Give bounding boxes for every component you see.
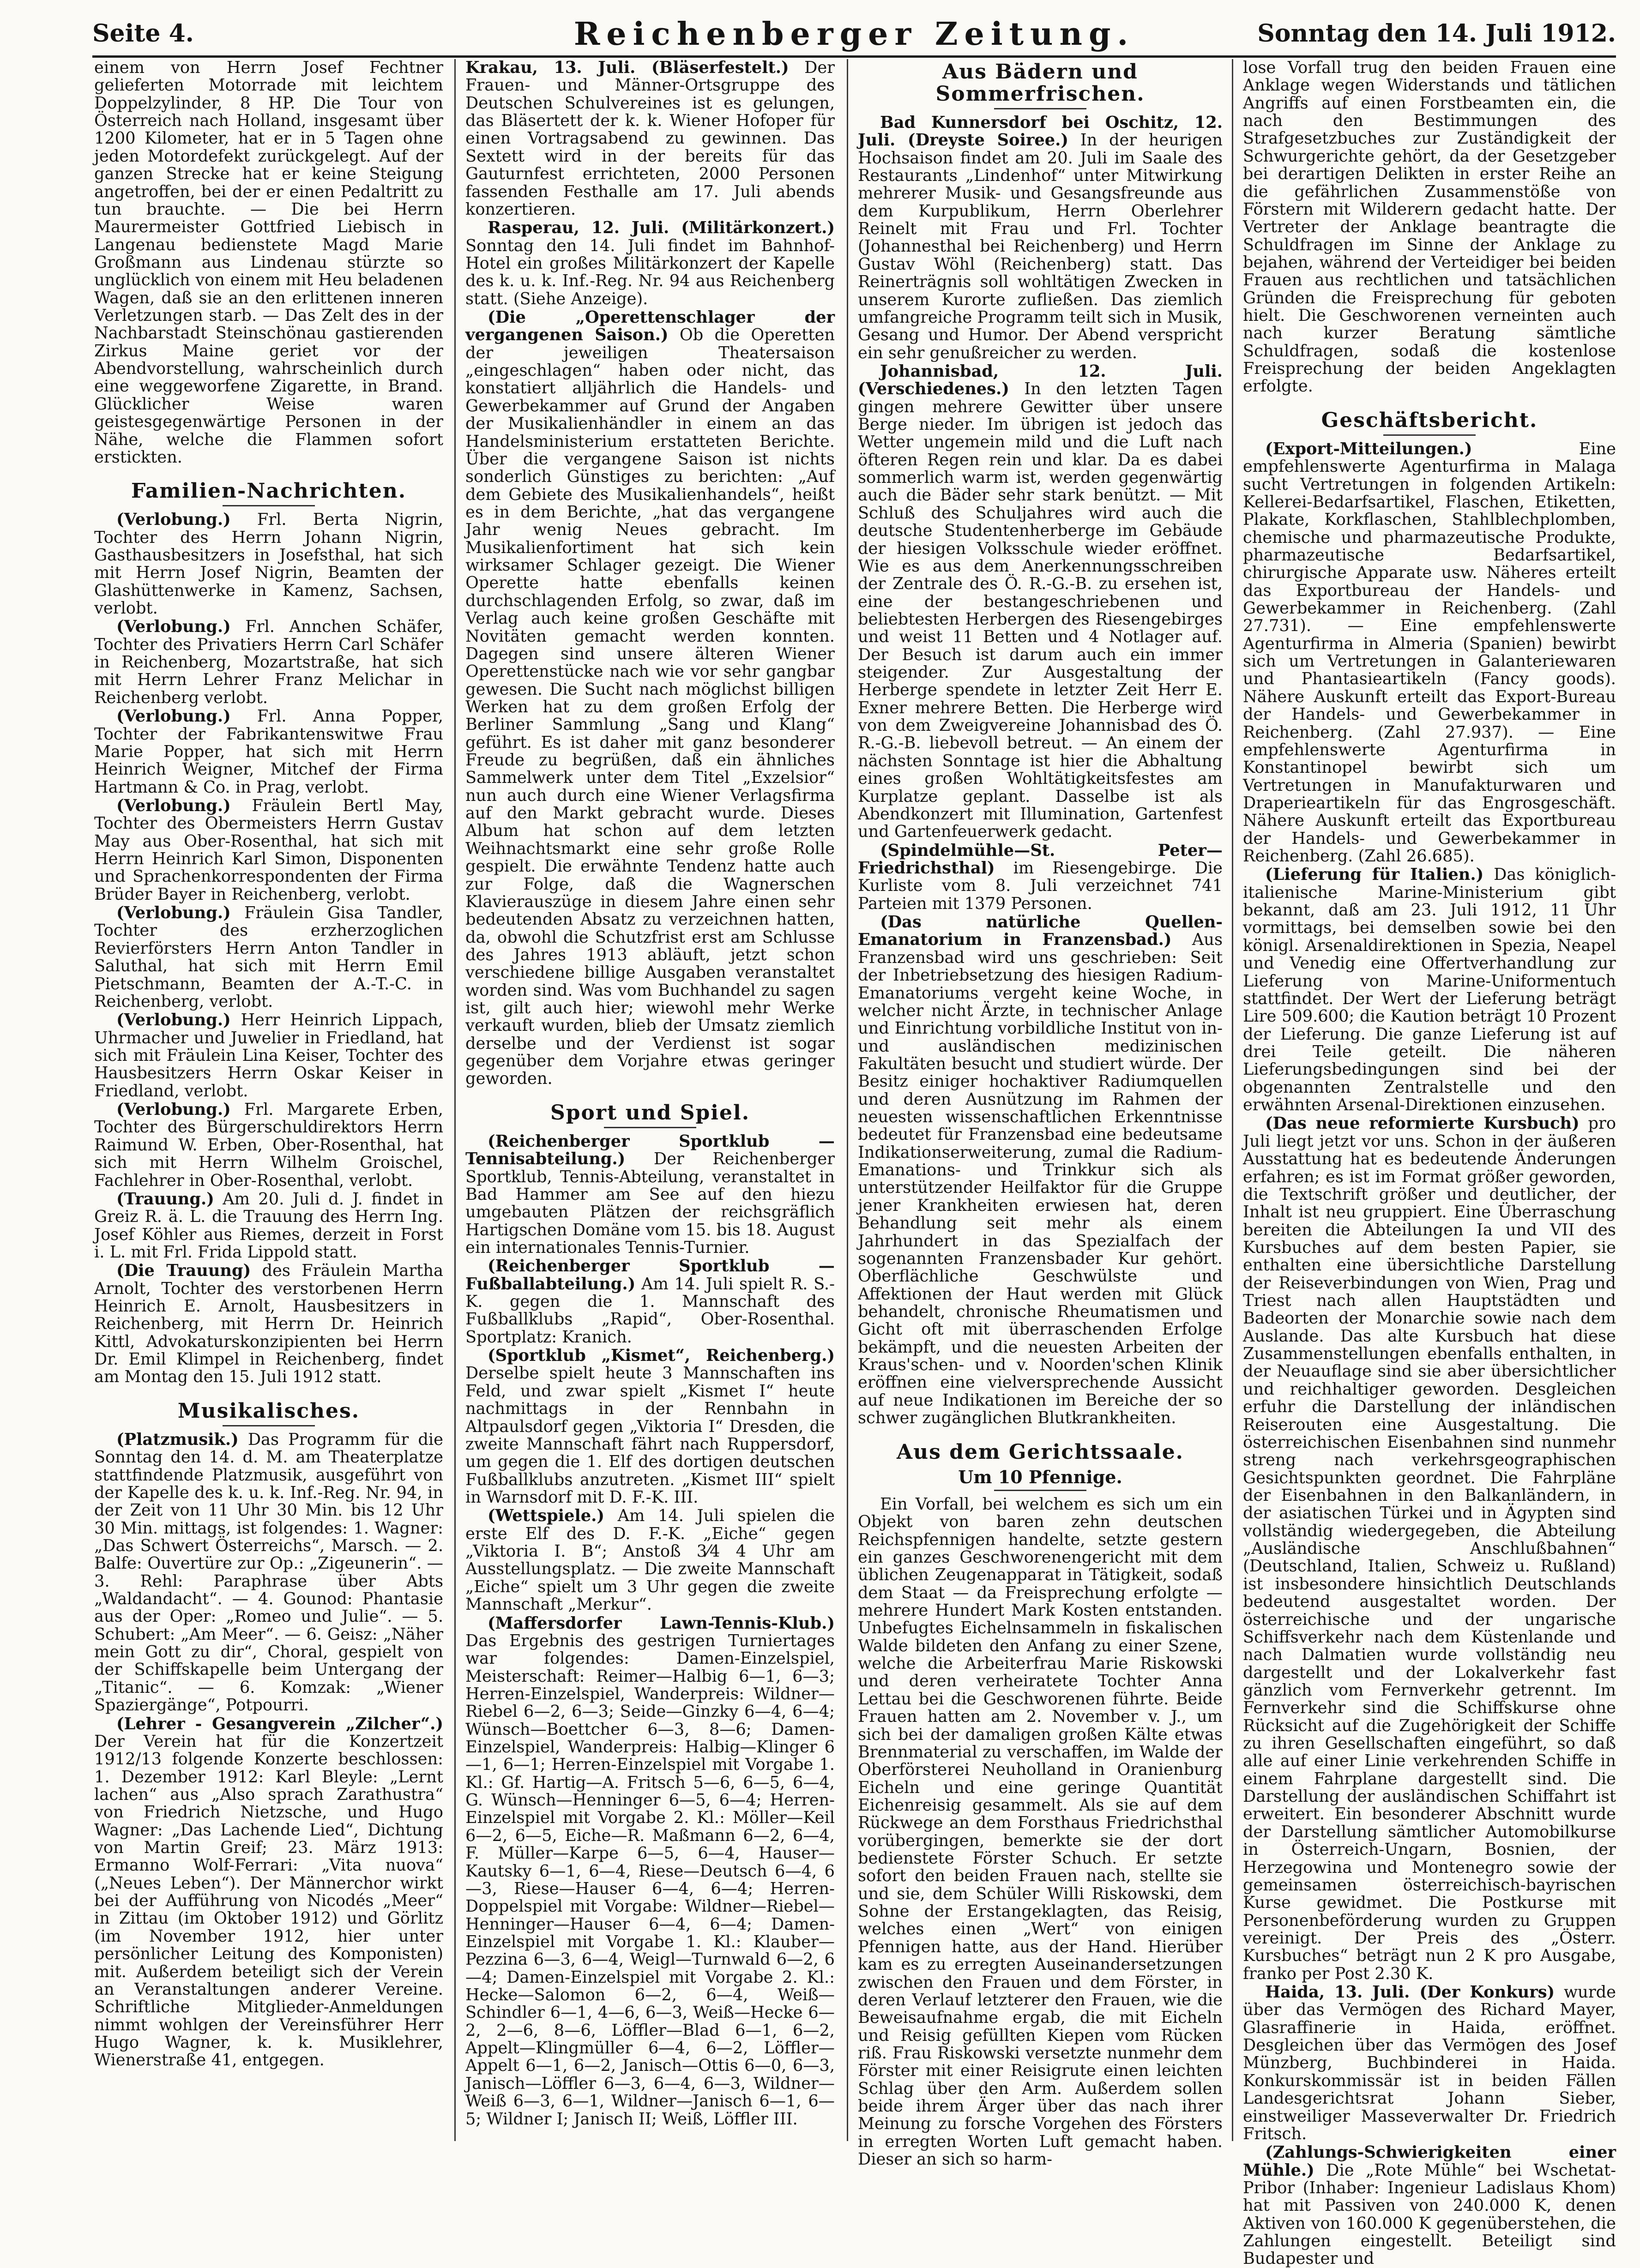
column-3 [858, 59, 1223, 2169]
notice-item [94, 708, 443, 796]
article-item [1243, 2144, 1616, 2268]
article-heading: (Lehrer - Gesangverein „Zilcher“.) [116, 1714, 443, 1733]
section-heading-family: Familien-Nachrichten. [131, 479, 407, 503]
section-heading-baths: Aus Bädern und Sommerfrischen. [935, 60, 1145, 106]
column-1 [94, 59, 443, 2141]
article-heading: (Lieferung für Italien.) [1265, 865, 1484, 884]
article-heading: (Sportklub „Kismet“, Reichenberg.) [488, 1346, 835, 1366]
issue-date: Sonntag den 14. Juli 1912. [1257, 19, 1616, 48]
article-heading: Rasperau, 12. Juli. (Militärkonzert.) [488, 218, 835, 238]
article-text: pro Juli liegt jetzt vor uns. Schon in der äußeren Ausstattung hat es bedeutende Änderungen erfahren; es ist im Format größer geworden, die Textschrift größer und deutlicher, der Inhalt ist neu gruppiert. Eine Überraschung bereiten die Abteilungen Ia und VII des Kursbuches auf dem besten Papier, sie enthalten eine übersichtliche Darstellung der Reiseverbindungen von Wien, Prag und Triest nach allen Hauptstädten und Badeorten der Monarchie sowie nach dem Auslande. Das alte Kursbuch hat diese Zusammenstellungen ebenfalls enthalten, in der Neuauflage sind sie aber übersichtlicher und reichhaltiger geworden. Desgleichen erfuhr die Darstellung der inländischen Reiserouten eine Ausgestaltung. Die österreichischen Eisenbahnen sind nunmehr streng nach verkehrsgeographischen Gesichtspunkten geordnet. Die Fahrpläne der Eisenbahnen in den Balkanländern, in der asiatischen Türkei und in Ägypten sind vollständig wiedergegeben, die Abteilung „Ausländische Anschlußbahnen“ (Deutschland, Italien, Schweiz u. Rußland) ist insbesondere hinsichtlich Deutschlands bedeutend ausgestaltet worden. Der österreichische und der ungarische Schiffsverkehr nach dem Küstenlande und nach Dalmatien wurde vollständig neu dargestellt und der Lokalverkehr fast gänzlich vom Fernverkehr getrennt. Im Fernverkehr sind die Schiffskurse ohne Rücksicht auf die Zugehörigkeit der Schiffe zu ihren Gesellschaften eingeführt, so daß alle auf einer Linie verkehrenden Schiffe in einem Fahrplane dargestellt sind. Die Darstellung der ausländischen Schiffahrt ist erweitert. Ein besonderer Abschnitt wurde der Darstellung sämtlicher Automobilkurse in Österreich-Ungarn, Bosnien, der Herzegowina und Montenegro sowie der gemeinsamen österreichisch-bayrischen Kurse gewidmet. Die Postkurse mit Personenbeförderung wurden zu Gruppen vereinigt. Der Preis des „Österr. Kursbuches“ beträgt nun 2 K pro Ausgabe, franko per Post 2.30 K. [1243, 1114, 1616, 1983]
section-rule [604, 1127, 696, 1128]
article-item [94, 1431, 443, 1715]
section-rule [994, 108, 1086, 109]
article-item [465, 1133, 835, 1257]
section-rule [1383, 434, 1476, 436]
article-text: Die „Rote Mühle“ bei Wschetat-Pribor (Inhaber: Ingenieur Ladislaus Khom) hat mit Passiven von 240.000 K, denen Aktiven von 160.000 K gegenüberstehen, die Zahlungen eingestellt. Beteiligt sind Budapester und [1243, 2160, 1616, 2268]
masthead-rule [92, 55, 1616, 58]
notice-text: Frl. Berta Nigrin, Tochter des Herrn Johann Nigrin, Gasthausbesitzers in Josefsthal, hat sich mit Herrn Josef Nigrin, Beamten der Glashüttenwerke in Kamenz, Sachsen, verlobt. [94, 510, 444, 618]
article-heading: (Platzmusik.) [116, 1430, 239, 1449]
notice-text: Am 20. Juli d. J. findet in Greiz R. ä. L. die Trauung des Herrn Ing. Josef Köhler aus Riemes, derzeit in Forst i. L. mit Frl. Frida Lippold statt. [94, 1189, 443, 1262]
article-text: In der heurigen Hochsaison findet am 20. Juli im Saale des Restaurants „Lindenhof“ unter Mitwirkung mehrerer Musik- und Gesangsfreunde aus dem Kurpublikum, Herrn Oberlehrer Reinelt mit Frau und Frl. Tochter (Johannesthal bei Reichenberg) und Herrn Gustav Wöhl (Reichenberg) statt. Das Reinerträgnis soll wohltätigen Zwecken in unserem Kurorte zufließen. Das ziemlich umfangreiche Programm teilt sich in Musik, Gesang und Humor. Der Abend verspricht ein sehr genußreicher zu werden. [858, 131, 1223, 362]
article-text: Sonntag den 14. Juli findet im Bahnhof-Hotel ein großes Militärkonzert der Kapelle des k. u. k. Inf.-Reg. Nr. 94 aus Reichenberg statt. (Siehe Anzeige). [465, 236, 835, 308]
column-2 [465, 59, 835, 2141]
article-heading: (Reichenberger Sportklub — Tennisabteilung.) [465, 1131, 835, 1169]
article-item [465, 1507, 835, 1613]
article-item [94, 1715, 443, 2069]
article-text: wurde über das Vermögen des Richard Mayer, Glasraffinerie in Haida, eröffnet. Desgleichen über das Vermögen des Josef Münzberg, Buchbinderei in Haida. Konkurskommissär ist in beiden Fällen Landesgerichtsrat Johann Sieber, einstweiliger Masseverwalter Dr. Friedrich Fritsch. [1243, 1983, 1616, 2143]
article-item [1243, 1115, 1616, 1983]
section-heading-sport: Sport und Spiel. [550, 1101, 750, 1125]
article-item [858, 363, 1223, 841]
notice-text: Frl. Anna Popper, Tochter der Fabrikantenswitwe Frau Marie Popper, hat sich mit Herrn Heinrich Weigner, Mitchef der Firma Hartmann & Co. in Prag, verlobt. [94, 707, 443, 797]
notice-item [94, 511, 443, 617]
article-heading: (Reichenberger Sportklub — Fußballabteilung.) [465, 1257, 835, 1293]
notice-heading: (Die Trauung) [116, 1261, 251, 1281]
section-rule [994, 1490, 1086, 1491]
article-item [858, 114, 1223, 362]
article-item [1243, 866, 1616, 1114]
column-rule [847, 59, 848, 2141]
article-item [1243, 440, 1616, 866]
article-text: Das Programm für die Sonntag den 14. d. M. am Theaterplatze stattfindende Platzmusik, ausgeführt von der Kapelle des k. u. k. Inf.-Reg. Nr. 94, in der Zeit von 11 Uhr 30 Min. bis 12 Uhr 30 Min. mittags, ist folgendes: 1. Wagner: „Das Schwert Österreichs“, Marsch. — 2. Balfe: Ouvertüre zur Op.: „Zigeunerin“. — 3. Rehl: Paraphrase über Abts „Waldandacht“. — 4. Gounod: Phantasie aus der Oper: „Romeo und Julie“. — 5. Schubert: „Am Meer“. — 6. Geisz: „Näher mein Gott zu dir“, Choral, gespielt von der Schiffskapelle beim Untergang der „Titanic“. — 6. Komzak: „Wiener Spaziergänge“, Potpourri. [94, 1430, 443, 1715]
notice-heading: (Verlobung.) [116, 903, 231, 923]
article-heading: (Das natürliche Quellen-Emanatorium in Franzensbad.) [858, 913, 1223, 950]
article-text: Derselbe spielt heute 3 Mannschaften ins Feld, und zwar spielt „Kismet I“ heute nachmittags in der Rennbahn in Altpaulsdorf gegen „Viktoria I“ Dresden, die zweite Mannschaft fährt nach Ruppersdorf, um gegen die 1. Elf des dortigen deutschen Fußballklubs anzutreten. „Kismet III“ spielt in Warnsdorf mit D. F.-K. III. [465, 1364, 835, 1507]
article-item [465, 1347, 835, 1506]
article-item [1243, 1984, 1616, 2143]
notice-text: Herr Heinrich Lippach, Uhrmacher und Juwelier in Friedland, hat sich mit Fräulein Lina Keiser, Tochter des Hausbesitzers Herrn Oskar Keiser in Friedland, verlobt. [94, 1011, 443, 1101]
section-heading-music: Musikalisches. [177, 1399, 360, 1423]
article-heading: (Die „Operettenschlager der vergangenen Saison.) [465, 308, 835, 345]
article-title: Um 10 Pfennige. [958, 1467, 1122, 1488]
article-text: Eine empfehlenswerte Agenturfirma in Malaga sucht Vertretungen in folgenden Artikeln: Kellerei-Bedarfsartikel, Flaschen, Etiketten, Plakate, Korkflaschen, Stahlblechplomben, chemische und pharmazeutische Produkte, pharmazeutische Bedarfsartikel, chirurgische Apparate usw. Näheres erteilt das Exportbureau der Handels- und Gewerbekammer in Reichenberg. (Zahl 27.731). — Eine empfehlenswerte Agenturfirma in Almeria (Spanien) bewirbt sich um Vertretungen in Galanteriewaren und Phantasieartikeln (Fancy goods). Nähere Auskunft erteilt das Export-Bureau der Handels- und Gewerbekammer in Reichenberg. (Zahl 27.937). — Eine empfehlenswerte Agenturfirma in Konstantinopel bewirbt sich um Vertretungen in Manufakturwaren und Draperieartikeln für das Engrosgeschäft. Nähere Auskunft erteilt das Exportbureau der Handels- und Gewerbekammer in Reichenberg. (Zahl 26.685). [1243, 439, 1616, 866]
article-item [858, 842, 1223, 913]
column-rule [1232, 59, 1233, 2141]
article-text: Der Verein hat für die Konzertzeit 1912/13 folgende Konzerte beschlossen: 1. Dezember 1912: Karl Bleyle: „Lernt lachen“ aus „Also sprach Zarathustra“ von Friedrich Nietzsche, und Hugo Wagner: „Das Lachende Lied“, Dichtung von Martin Greif; 23. März 1913: Ermanno Wolf-Ferrari: „Vita nuova“ („Neues Leben“). Der Männerchor wirkt bei der Aufführung von Nicodés „Meer“ in Zittau (im Oktober 1912) und Görlitz (im November 1912, hier unter persönlicher Leitung des Komponisten) mit. Außerdem beteiligt sich der Verein an Veranstaltungen anderer Vereine. Schriftliche Mitglieder-Anmeldungen nimmt wohlgen der Vereinsführer Herr Hugo Wagner, k. k. Musiklehrer, Wienerstraße 41, entgegen. [94, 1732, 443, 2070]
article-heading: Bad Kunnersdorf bei Oschitz, 12. Juli. (Dreyste Soiree.) [858, 113, 1223, 150]
article-item [465, 219, 835, 308]
article-item [465, 1257, 835, 1346]
article-continuation: lose Vorfall trug den beiden Frauen eine Anklage wegen Widerstands und tätlichen Angriffs auf einen Forstbeamten ein, die nach den Bestimmungen des Strafgesetzbuches zur Zuständigkeit der Schwurgerichte gehört, da der Gesetzgeber bei derartigen Delikten in erster Reihe an die gefährlichen Zusammenstöße von Förstern mit Wilderern gedacht hatte. Der Vertreter der Anklage beantragte die Schuldfragen im Sinne der Anklage zu bejahen, während der Verteidiger bei beiden Frauen aus rechtlichen und tatsächlichen Gründen die Freisprechung für geboten hielt. Die Geschworenen verneinten auch nach kurzer Beratung sämtliche Schuldfragen, sodaß die kostenlose Freisprechung der beiden Angeklagten erfolgte. [1243, 58, 1616, 396]
column-4 [1243, 58, 1616, 2268]
newspaper-title: Reichenberger Zeitung. [573, 16, 1135, 53]
notice-text: des Fräulein Martha Arnolt, Tochter des verstorbenen Herrn Heinrich E. Arnolt, Hausbesitzers in Reichenberg, mit Herrn Dr. Heinrich Kittl, Advokaturskonzipienten bei Herrn Dr. Emil Klimpel in Reichenberg, findet am Montag den 15. Juli 1912 statt. [94, 1261, 443, 1387]
notice-item [94, 1191, 443, 1261]
article-text: Der Reichenberger Sportklub, Tennis-Abteilung, veranstaltet in Bad Hammer am See auf den hiezu umgebauten Plätzen der reichsgräflich Hartigschen Domäne vom 15. bis 18. August ein internationales Tennis-Turnier. [465, 1149, 835, 1257]
article-item [465, 1615, 835, 2128]
article-heading: (Export-Mitteilungen.) [1265, 439, 1472, 458]
article-text: Der Frauen- und Männer-Ortsgruppe des Deutschen Schulvereines ist es gelungen, das Bläsertett der k. k. Wiener Hofoper für einen Vortragsabend zu gewinnen. Das Sextett wird in der bereits für das Gauturnfest errichteten, 2000 Personen fassenden Festhalle am 17. Juli abends konzertieren. [465, 58, 835, 219]
article-text: Das Ergebnis des gestrigen Turniertages war folgendes: Damen-Einzelspiel, Meisterschaft: Reimer—Halbig 6—1, 6—3; Herren-Einzelspiel, Wanderpreis: Wildner—Riebel 6—2, 6—3; Seide—Ginzky 6—4, 6—4; Wünsch—Boettcher 6—3, 8—6; Damen-Einzelspiel, Wanderpreis: Halbig—Klinger 6—1, 6—1; Herren-Einzelspiel mit Vorgabe 1. Kl.: Gf. Hartig—A. Fritsch 5—6, 6—5, 6—4, G. Wünsch—Henninger 6—5, 6—4; Herren-Einzelspiel mit Vorgabe 2. Kl.: Möller—Keil 6—2, 6—5, Eiche—R. Maßmann 6—2, 6—4, F. Müller—Karpe 6—5, 6—4, Hauser—Kautsky 6—1, 6—4, Riese—Deutsch 6—4, 6—3, Riese—Hauser 6—4, 6—4; Herren-Doppelspiel mit Vorgabe: Wildner—Riebel—Henninger—Hauser 6—4, 6—4; Damen-Einzelspiel mit Vorgabe 1. Kl.: Klauber—Pezzina 6—3, 6—4, Weigl—Turnwald 6—2, 6—4; Damen-Einzelspiel mit Vorgabe 2. Kl.: Hecke—Salomon 6—2, 6—4, Weiß—Schindler 6—1, 4—6, 6—3, Weiß—Hecke 6—2, 2—6, 8—6, Löffler—Blad 6—1, 6—2, Appelt—Klingmüller 6—4, 6—2, Löffler—Appelt 6—1, 6—2, Janisch—Ottis 6—0, 6—3, Janisch—Löffler 6—3, 6—4, 6—3, Wildner—Weiß 6—3, 6—1, Wildner—Janisch 6—1, 6—5; Wildner I; Janisch II; Weiß, Löffler III. [465, 1631, 835, 2129]
article-continuation: einem von Herrn Josef Fechtner gelieferten Motorrade mit leichtem Doppelzylinder, 8 HP. Die Tour von Österreich nach Holland, insgesamt über 1200 Kilometer, hat er in 5 Tagen ohne jeden Motordefekt zurückgelegt. Auf der ganzen Strecke hat er keine Steigung angetroffen, bei der er einen Pedaltritt zu tun brauchte. — Die bei Herrn Maurermeister Gottfried Liebisch in Langenau bedienstete Magd Marie Großmann aus Lindenau stürzte so unglücklich von einem mit Heu beladenen Wagen, daß sie an den erlittenen inneren Verletzungen starb. — Das Zelt des in der Nachbarstadt Steinschönau gastierenden Zirkus Maine geriet vor der Abendvorstellung, wahrscheinlich durch eine weggeworfene Zigarette, in Brand. Glücklicher Weise waren geistesgegenwärtige Personen in der Nähe, welche die Flammen sofort erstickten. [94, 58, 443, 467]
notice-heading: (Verlobung.) [116, 707, 231, 726]
notice-item [94, 618, 443, 707]
notice-item [94, 797, 443, 903]
notice-text: Frl. Margarete Erben, Tochter des Bürgerschuldirektors Herrn Raimund W. Erben, Ober-Rosenthal, hat sich mit Herrn Wilhelm Groischel, Fachlehrer in Ober-Rosenthal, verlobt. [94, 1100, 443, 1190]
notice-heading: (Trauung.) [116, 1189, 214, 1209]
article-heading: (Spindelmühle—St. Peter—Friedrichsthal) [858, 841, 1223, 878]
article-item [465, 309, 835, 1088]
notice-text: Frl. Annchen Schäfer, Tochter des Privatiers Herrn Carl Schäfer in Reichenberg, Mozartstraße, hat sich mit Herrn Lehrer Franz Melichar in Reichenberg verlobt. [94, 617, 444, 707]
article-text: im Riesengebirge. Die Kurliste vom 8. Juli verzeichnet 741 Parteien mit 1379 Personen. [858, 859, 1223, 913]
section-rule [223, 505, 315, 506]
page-number: Seite 4. [92, 19, 194, 48]
notice-text: Fräulein Gisa Tandler, Tochter des erzherzoglichen Revierförsters Herrn Anton Tandler in Saluthal, hat sich mit Herrn Emil Pietschmann, Beamten der A.-T.-C. in Reichenberg, verlobt. [94, 903, 443, 1011]
article-heading: (Wettspiele.) [488, 1506, 605, 1526]
notice-heading: (Verlobung.) [116, 510, 231, 529]
notice-item [94, 1262, 443, 1386]
article-heading: Johannisbad, 12. Juli. (Verschiedenes.) [858, 361, 1223, 399]
section-rule [223, 1425, 315, 1426]
article-text: Ein Vorfall, bei welchem es sich um ein Objekt von baren zehn deutschen Reichspfennigen handelte, setzte gestern ein ganzes Geschworenengericht mit dem üblichen Zeugenapparat in Tätigkeit, sodaß dem Staat — da Freisprechung erfolgte — mehrere Hundert Mark Kosten entstanden. Unbefugtes Eichelnsammeln in fiskalischen Walde bildeten den Anfang zu einer Szene, welche die Arbeiterfrau Marie Riskowski und deren verheiratete Tochter Anna Lettau bei die Geschworenen führte. Beide Frauen hatten am 2. November v. J., um sich bei der damaligen großen Kälte etwas Brennmaterial zu verschaffen, im Walde der Oberförsterei Neuholland in Oranienburg Eicheln und eine geringe Quantität Eichenreisig gesammelt. Als sie auf dem Rückwege an dem Forsthaus Friedrichsthal vorübergingen, bemerkte sie der dort bedienstete Förster Schuch. Er setzte sofort den beiden Frauen nach, stellte sie und sie, dem Schüler Willi Riskowski, dem Sohne der Erstangeklagten, das Reisig, welches einen „Wert“ von einigen Pfennigen hatte, aus der Hand. Hierüber kam es zu erregten Auseinandersetzungen zwischen den Frauen und dem Förster, in deren Verlauf letzterer den Frauen, wie die Beweisaufnahme ergab, die mit Eicheln und Reisig gefüllten Kiepen vom Rücken riß. Frau Riskowski versetzte nunmehr dem Förster mit einer Reisigrute einen leichten Schlag über den Arm. Außerdem sollen beide ihrem Ärger über das nach ihrer Meinung zu forsche Vorgehen des Försters in erregten Worten Luft gemacht haben. Dieser an sich so harm- [858, 1494, 1223, 2169]
article-text: Am 14. Juli spielen die erste Elf des D. F.-K. „Eiche“ gegen „Viktoria I. B“; Anstoß 3⁄4 4 Uhr am Ausstellungsplatz. — Die zweite Mannschaft „Eiche“ spielt um 3 Uhr gegen die zweite Mannschaft „Merkur“. [465, 1506, 835, 1614]
notice-heading: (Verlobung.) [116, 617, 231, 637]
section-heading-business: Geschäftsbericht. [1321, 408, 1538, 432]
notice-text: Fräulein Bertl May, Tochter des Obermeisters Herrn Gustav May aus Ober-Rosenthal, hat sich mit Herrn Heinrich Karl Simon, Disponenten und Sprachenkorrespondenten der Firma Brüder Bayer in Reichenberg, verlobt. [94, 796, 443, 904]
article-heading: (Zahlungs-Schwierigkeiten einer Mühle.) [1243, 2143, 1616, 2180]
notice-heading: (Verlobung.) [116, 796, 231, 815]
article-item [858, 914, 1223, 1427]
article-text: Das königlich-italienische Marine-Ministerium gibt bekannt, daß am 23. Juli 1912, 11 Uhr vormittags, bei demselben sowie bei den königl. Arsenaldirektionen in Spezia, Neapel und Venedig eine Offertverhandlung zur Lieferung von Marine-Uniformentuch stattfindet. Der Wert der Lieferung beträgt Lire 509.600; die Kaution beträgt 10 Prozent der Lieferung. Die ganze Lieferung ist auf drei Teile geteilt. Die näheren Lieferungsbedingungen sind bei der obgenannten Zentralstelle und den erwähnten Arsenal-Direktionen einzusehen. [1243, 865, 1616, 1115]
notice-heading: (Verlobung.) [116, 1100, 231, 1119]
notice-heading: (Verlobung.) [116, 1011, 231, 1030]
article-text: Aus Franzensbad wird uns geschrieben: Seit der Inbetriebsetzung des hiesigen Radium-Emanatoriums vergeht keine Woche, in welcher nicht Ärzte, in technischer Anlage und Einrichtung vorbildliche Institut von in- und ausländischen medizinischen Fakultäten besucht und studiert würde. Der Besitz einiger hochaktiver Radiumquellen und deren Ausnützung im Rahmen der neuesten wissenschaftlichen Erkenntnisse bedeutet für Franzensbad eine bedeutsame Indikationserweiterung, zumal die Radium-Emanations- und Trinkkur sich als unterstützender Heilfaktor für die Gruppe jener Krankheiten erwiesen hat, deren Behandlung seit mehr als einem Jahrhundert in das Spezialfach der sogenannten Franzensbader Kur gehört. Oberflächliche Geschwülste und Affektionen der Haut werden mit Glück behandelt, chronische Rheumatismen und Gicht oft mit überraschenden Erfolge bekämpft, und die neuesten Arbeiten der Kraus'schen- und v. Noorden'schen Klinik eröffnen eine vielversprechende Aussicht auf neue Indikationen im Bereiche der so schwer zugänglichen Blutkrankheiten. [858, 930, 1223, 1428]
notice-item [94, 904, 443, 1011]
article-heading: Haida, 13. Juli. (Der Konkurs) [1265, 1983, 1555, 2002]
article-text: Ob die Operetten der jeweiligen Theatersaison „eingeschlagen“ haben oder nicht, das konstatiert alljährlich die Handels- und Gewerbekammer auf Grund der Angaben der Musikalienhändler in einem an das Handelsministerium erstatteten Berichte. Über die vergangene Saison ist nichts sonderlich Günstiges zu berichten: „Auf dem Gebiete des Musikalienhandels“, heißt es in dem Berichte, „hat das vergangene Jahr wenig Neues gebracht. Im Musikalienfortiment hat sich kein wirksamer Schlager gezeigt. Die Wiener Operette hatte ebenfalls keinen durchschlagenden Erfolg, so zwar, daß im Verlag auch keine großen Geschäfte mit Novitäten gemacht werden konnten. Dagegen sind unsere älteren Wiener Operettenstücke nach wie vor sehr gangbar gewesen. Die Sucht nach möglichst billigen Werken hat zu dem großen Erfolg der Berliner Sammlung „Sang und Klang“ geführt. Es ist daher mit ganz besonderer Freude zu begrüßen, daß ein ähnliches Sammelwerk unter dem Titel „Exzelsior“ nun auch durch eine Wiener Verlagsfirma auf den Markt gebracht wurde. Dieses Album hat schon auf dem letzten Weihnachtsmarkt eine sehr große Rolle gespielt. Die erwähnte Tendenz hatte auch zur Folge, daß die Wagnerschen Klavierauszüge in diesem Jahre einen sehr bedeutenden Absatz zu verzeichnen hatten, da, obwohl die Schutzfrist erst am Schlusse des Jahres 1913 abläuft, jetzt schon verschiedene billige Ausgaben veranstaltet worden sind. Was vom Buchhandel zu sagen ist, gilt auch hier; wiewohl mehr Werke verkauft wurden, blieb der Umsatz ziemlich derselbe und der Verdienst ist sogar gegenüber dem Vorjahre etwas geringer geworden. [465, 325, 835, 1089]
notice-item [94, 1101, 443, 1190]
article-text: In den letzten Tagen gingen mehrere Gewitter über unsere Berge nieder. Im übrigen ist jedoch das Wetter ungemein mild und die Luft nach öfteren Regen rein und klar. Da es dabei sommerlich warm ist, werden gegenwärtig auch die Bäder sehr stark benützt. — Mit Schluß des Schuljahres wird auch die deutsche Studentenherberge im Gebäude der hiesigen Volksschule wieder eröffnet. Wie es aus dem Anerkennungsschreiben der Zentrale des Ö. R.-G.-B. zu ersehen ist, eine der bestangeschriebenen und beliebtesten Herbergen des Riesengebirges und weist 11 Betten und 4 Notlager auf. Der Besuch ist darum auch ein immer steigender. Zur Ausgestaltung der Herberge spendete in letzter Zeit Herr E. Exner mehrere Betten. Die Herberge wird von dem Zweigvereine Johannisbad des Ö. R.-G.-B. liebevoll betreut. — An einem der nächsten Sonntage ist hier die Abhaltung eines großen Wohltätigkeitsfestes am Kurplatze geplant. Dasselbe ist als Abendkonzert mit Illumination, Gartenfest und Gartenfeuerwerk gedacht. [858, 379, 1223, 842]
section-heading-court: Aus dem Gerichtssaale. [896, 1440, 1184, 1464]
article-heading: Krakau, 13. Juli. (Bläserfestelt.) [465, 58, 789, 77]
notice-item [94, 1011, 443, 1100]
article-text: Am 14. Juli spielt R. S.-K. gegen die 1. Mannschaft des Fußballklubs „Rapid“, Ober-Rosenthal. Sportplatz: Kranich. [465, 1274, 835, 1347]
article-item [465, 59, 835, 218]
article-heading: (Das neue reformierte Kursbuch) [1265, 1114, 1580, 1133]
article-heading: (Maffersdorfer Lawn-Tennis-Klub.) [488, 1613, 835, 1633]
column-rule [454, 59, 456, 2141]
